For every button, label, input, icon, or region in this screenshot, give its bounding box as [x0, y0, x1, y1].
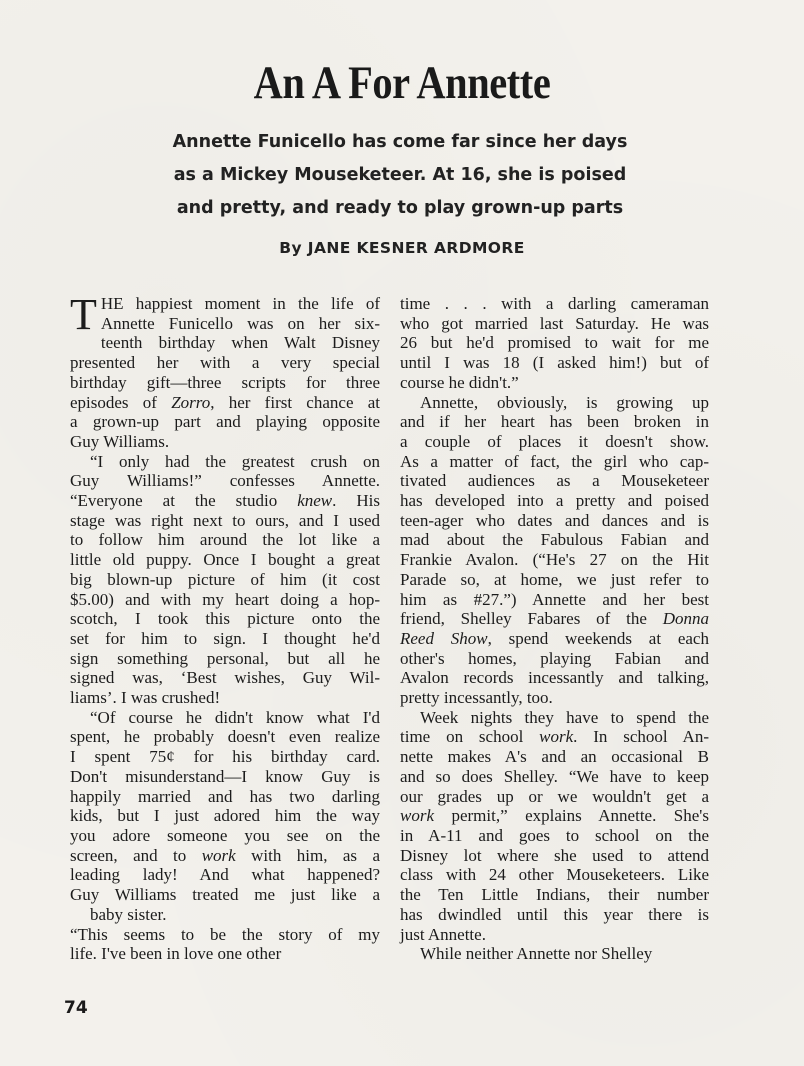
- text-line: just Annette.: [400, 924, 486, 944]
- text-line: has developed into a pretty and poised: [400, 491, 709, 511]
- text-line: other's homes, playing Fabian and: [400, 648, 709, 668]
- text-line: baby sister.: [90, 904, 167, 924]
- right-column: [400, 294, 709, 964]
- deck-line: and pretty, and ready to play grown-up parts: [176, 198, 624, 218]
- text-line: mad about the Fabulous Fabian and: [400, 530, 709, 550]
- text-line: “Everyone at the studio knew. His: [70, 491, 381, 511]
- byline: By JANE KESNER ARDMORE: [279, 239, 525, 257]
- text-line: stage was right next to ours, and I used: [70, 510, 380, 530]
- text-line: Disney lot where she used to attend: [400, 845, 709, 865]
- text-line: our grades up or we wouldn't get a: [400, 786, 709, 806]
- drop-cap: T: [70, 290, 97, 339]
- text-line: time on school work. In school An-: [400, 727, 709, 747]
- right-column-body: [400, 294, 709, 964]
- text-line: pretty incessantly, too.: [400, 688, 553, 708]
- text-line: class with 24 other Mouseketeers. Like: [400, 865, 709, 885]
- text-line: set for him to sign. I thought he'd: [70, 628, 380, 648]
- text-line: and so does Shelley. “We have to keep: [400, 766, 709, 786]
- text-line: Reed Show, spend weekends at each: [400, 628, 709, 648]
- text-line: time . . . with a darling cameraman: [400, 294, 709, 313]
- text-line: leading lady! And what happened?: [70, 865, 380, 885]
- text-line: $5.00) and with my heart doing a hop-: [70, 589, 380, 609]
- text-line: Avalon records incessantly and talking,: [400, 668, 709, 688]
- opening-paragraph: [70, 290, 380, 339]
- text-line: kids, but I just adored him the way: [70, 806, 380, 826]
- left-column: [70, 290, 381, 964]
- text-line: signed was, ‘Best wishes, Guy Wil-: [70, 668, 380, 688]
- deck-line: as a Mickey Mouseketeer. At 16, she is poised: [173, 165, 627, 185]
- text-line: a grown-up part and playing opposite: [70, 412, 380, 432]
- text-line: little old puppy. Once I bought a great: [70, 550, 380, 570]
- text-line: Guy Williams!” confesses Annette.: [70, 471, 380, 491]
- text-line: HE happiest moment in the life of: [100, 294, 380, 313]
- deck-line: Annette Funicello has come far since her days: [172, 132, 628, 152]
- text-line: “This seems to be the story of my: [70, 924, 380, 944]
- text-line: until I was 18 (I asked him!) but of: [400, 353, 709, 373]
- page-number: 74: [64, 998, 88, 1018]
- text-line: course he didn't.”: [400, 372, 519, 392]
- text-line: nette makes A's and an occasional B: [400, 747, 709, 767]
- text-line: in A-11 and goes to school on the: [400, 825, 709, 845]
- text-line: life. I've been in love one other: [70, 944, 282, 964]
- text-line: friend, Shelley Fabares of the Donna: [400, 609, 709, 629]
- text-line: teenth birthday when Walt Disney: [100, 333, 380, 353]
- text-line: screen, and to work with him, as a: [70, 845, 380, 865]
- text-line: Annette Funicello was on her six-: [100, 313, 380, 333]
- text-line: While neither Annette nor Shelley: [420, 944, 653, 964]
- text-line: has dwindled until this year there is: [400, 904, 709, 924]
- text-line: teen-ager who dates and dances and is: [400, 510, 709, 530]
- text-line: Guy Williams treated me just like a: [70, 885, 380, 905]
- text-line: Don't misunderstand—I know Guy is: [70, 766, 380, 786]
- text-line: tivated audiences as a Mouseketeer: [400, 471, 709, 491]
- text-line: spent, he probably doesn't even realize: [70, 727, 380, 747]
- text-line: episodes of Zorro, her first chance at: [70, 392, 380, 412]
- text-line: “I only had the greatest crush on: [90, 451, 380, 471]
- text-line: presented her with a very special: [70, 353, 380, 373]
- text-line: work permit,” explains Annette. She's: [400, 806, 709, 826]
- text-line: Frankie Avalon. (“He's 27 on the Hit: [400, 550, 709, 570]
- text-line: birthday gift—three scripts for three: [70, 372, 380, 392]
- text-line: Parade so, at home, we just refer to: [400, 569, 709, 589]
- text-line: a couple of places it doesn't show.: [400, 431, 709, 451]
- text-line: you adore someone you see on the: [70, 825, 380, 845]
- text-line: big blown-up picture of him (it cost: [70, 569, 380, 589]
- left-column-body: [70, 333, 380, 964]
- text-line: 26 but he'd promised to wait for me: [400, 333, 709, 353]
- text-line: who got married last Saturday. He was: [400, 313, 709, 333]
- article-deck: [120, 126, 680, 225]
- text-line: As a matter of fact, the girl who cap-: [400, 451, 709, 471]
- text-line: him as #27.”) Annette and her best: [400, 589, 709, 609]
- text-line: Guy Williams.: [70, 431, 170, 451]
- article-title: An A For Annette: [253, 57, 551, 109]
- text-line: liams’. I was crushed!: [70, 688, 221, 708]
- text-line: and if her heart has been broken in: [400, 412, 709, 432]
- text-line: I spent 75¢ for his birthday card.: [70, 747, 380, 767]
- text-line: “Of course he didn't know what I'd: [90, 707, 380, 727]
- text-line: the Ten Little Indians, their number: [400, 885, 709, 905]
- text-line: happily married and has two darling: [70, 786, 380, 806]
- text-line: Annette, obviously, is growing up: [420, 392, 709, 412]
- text-line: Week nights they have to spend the: [420, 707, 709, 727]
- text-line: to follow him around the lot like a: [70, 530, 380, 550]
- text-line: scotch, I took this picture onto the: [70, 609, 380, 629]
- text-line: sign something personal, but all he: [70, 648, 380, 668]
